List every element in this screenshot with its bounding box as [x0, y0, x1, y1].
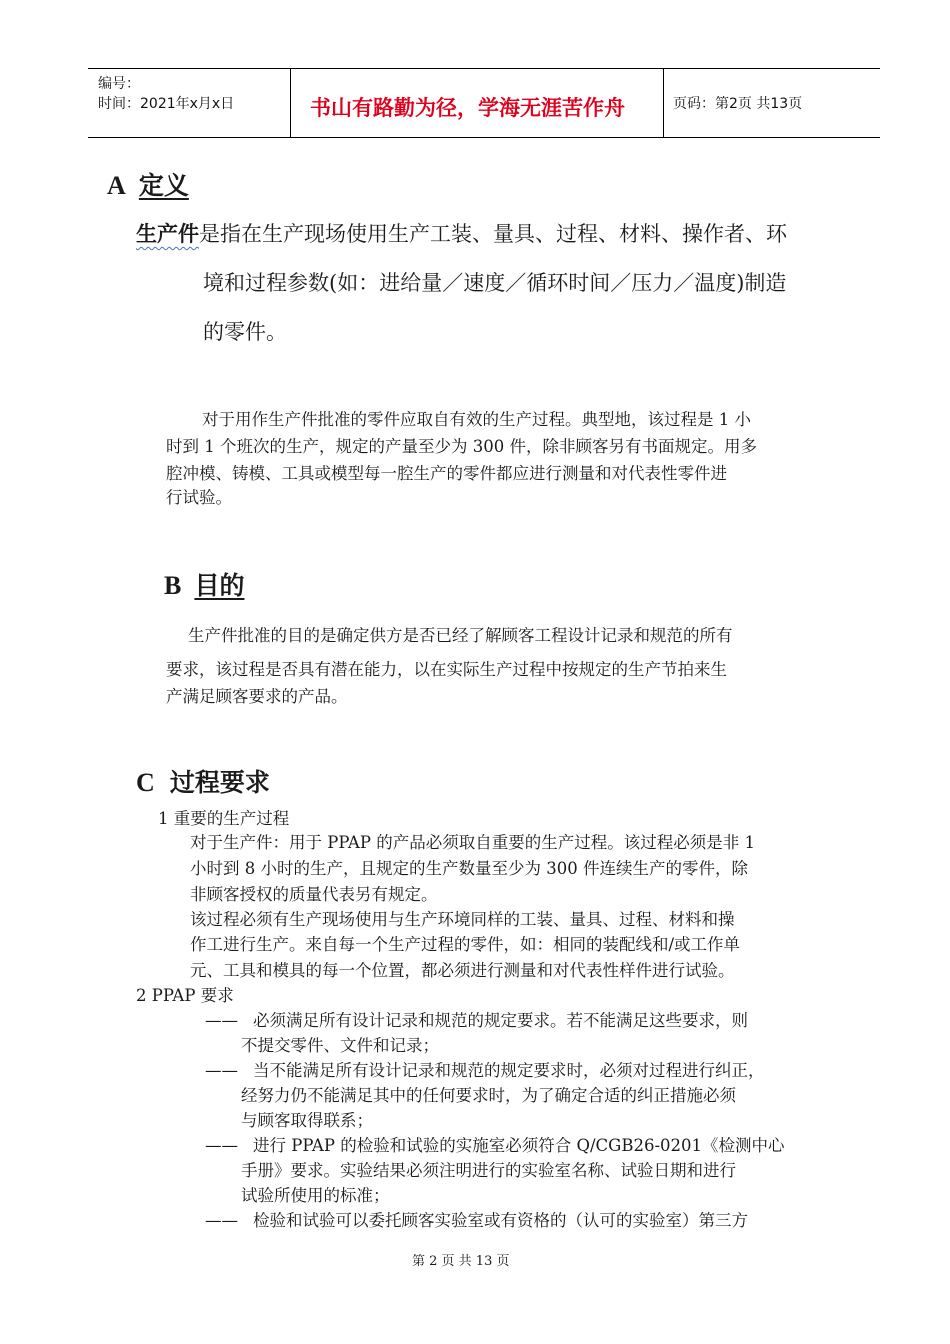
definition-line-1 — [136, 210, 787, 259]
item-1-line: 作工进行生产。来自每一个生产过程的零件，如：相同的装配线和/或工作单 — [190, 935, 741, 954]
bullet-line: 当不能满足所有设计记录和规范的规定要求时，必须对过程进行纠正， — [253, 1061, 765, 1080]
section-b-letter: B — [164, 571, 182, 600]
definition-term: 生产件 — [136, 222, 199, 246]
definition-line-2: 境和过程参数(如：进给量／速度／循环时间／压力／温度)制造 — [203, 271, 787, 295]
definition-line-3: 的零件。 — [203, 320, 287, 344]
bullet-line: 检验和试验可以委托顾客实验室或有资格的（认可的实验室）第三方 — [253, 1211, 748, 1230]
bullet-line: 试验所使用的标准； — [241, 1186, 390, 1205]
section-a-letter: A — [107, 171, 126, 200]
bullet-dash: —— — [205, 1136, 238, 1155]
header-motto: 书山有路勤为径，学海无涯苦作舟 — [310, 96, 625, 120]
section-a-para-line: 行试验。 — [166, 488, 232, 507]
section-b-line: 生产件批准的目的是确定供方是否已经了解顾客工程设计记录和规范的所有 — [188, 626, 733, 645]
section-c-title: 过程要求 — [169, 768, 270, 797]
item-1-line: 对于生产件：用于 PPAP 的产品必须取自重要的生产过程。该过程必须是非 1 — [190, 833, 755, 852]
bullet-line: 经努力仍不能满足其中的任何要求时，为了确定合适的纠正措施必须 — [241, 1086, 736, 1105]
section-a-para-line: 时到 1 个班次的生产，规定的产量至少为 300 件，除非顾客另有书面规定。用多 — [166, 437, 757, 456]
header-number: 编号： — [98, 76, 140, 92]
section-c-letter: C — [136, 768, 155, 797]
bullet-line: 不提交零件、文件和记录； — [241, 1036, 439, 1055]
section-b-heading — [164, 566, 244, 602]
item-1-heading: 1 重要的生产过程 — [158, 809, 290, 828]
section-a-heading — [107, 166, 189, 202]
bullet-line: 与顾客取得联系； — [241, 1111, 373, 1130]
page-footer: 第 2 页 共 13 页 — [412, 1254, 510, 1269]
header-divider — [663, 69, 664, 137]
item-1-line: 非顾客授权的质量代表另有规定。 — [190, 885, 438, 904]
section-b-line: 要求，该过程是否具有潜在能力，以在实际生产过程中按规定的生产节拍来生 — [166, 660, 727, 679]
bullet-dash: —— — [205, 1061, 238, 1080]
section-b-line: 产满足顾客要求的产品。 — [166, 687, 348, 706]
header-page-label: 页码：第2页 共13页 — [673, 96, 803, 112]
item-1-line: 该过程必须有生产现场使用与生产环境同样的工装、量具、过程、材料和操 — [190, 910, 735, 929]
section-c-heading — [136, 763, 270, 799]
section-a-title: 定义 — [138, 171, 189, 200]
section-a-para-line: 对于用作生产件批准的零件应取自有效的生产过程。典型地，该过程是 1 小 — [202, 410, 751, 429]
item-1-line: 小时到 8 小时的生产，且规定的生产数量至少为 300 件连续生产的零件，除 — [190, 859, 748, 878]
header-divider — [290, 69, 291, 137]
bullet-line: 必须满足所有设计记录和规范的规定要求。若不能满足这些要求，则 — [253, 1011, 748, 1030]
item-2-heading: 2 PPAP 要求 — [136, 986, 234, 1005]
bullet-line: 进行 PPAP 的检验和试验的实施室必须符合 Q/CGB26-0201《检测中心 — [253, 1136, 785, 1155]
header-time: 时间：2021年x月x日 — [98, 96, 235, 112]
section-a-para-line: 腔冲模、铸模、工具或模型每一腔生产的零件都应进行测量和对代表性零件进 — [166, 464, 727, 483]
item-1-line: 元、工具和模具的每一个位置，都必须进行测量和对代表性样件进行试验。 — [190, 961, 735, 980]
definition-text: 是指在生产现场使用生产工装、量具、过程、材料、操作者、环 — [199, 222, 787, 246]
page-header — [88, 68, 880, 138]
bullet-line: 手册》要求。实验结果必须注明进行的实验室名称、试验日期和进行 — [241, 1161, 736, 1180]
section-b-title: 目的 — [194, 571, 245, 600]
bullet-dash: —— — [205, 1211, 238, 1230]
bullet-dash: —— — [205, 1011, 238, 1030]
